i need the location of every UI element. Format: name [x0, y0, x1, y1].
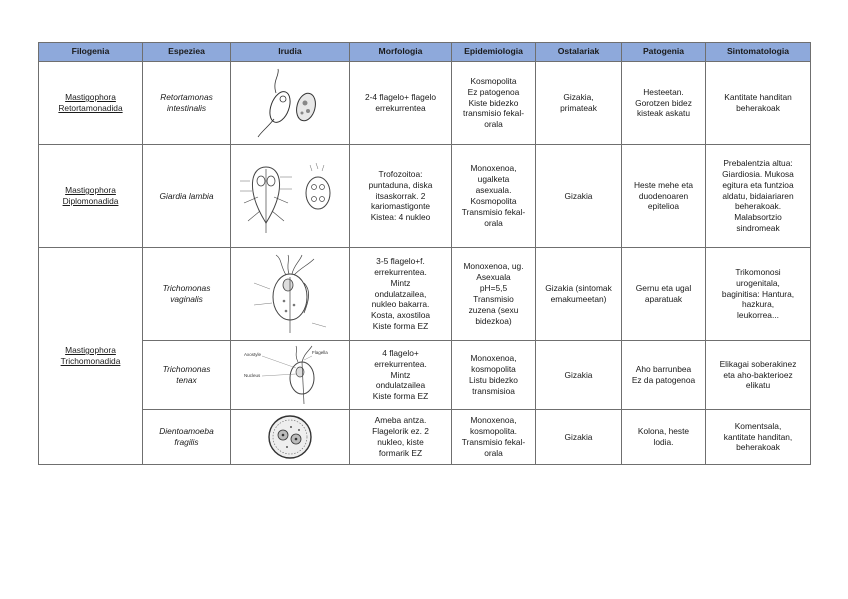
species-cell: Trichomonas tenax — [143, 341, 231, 410]
morphology-cell: 2-4 flagelo+ flagelo errekurrentea — [350, 62, 452, 145]
header-epidemiologia: Epidemiologia — [452, 43, 536, 62]
retortamonas-drawing — [250, 67, 330, 139]
hosts-cell: Gizakia, primateak — [536, 62, 622, 145]
epidemiology-cell: Monoxenoa, kosmopolita Listu bidezko transmisioa — [452, 341, 536, 410]
image-cell — [231, 145, 350, 248]
epidemiology-cell: Monoxenoa, ug. Asexuala pH=5,5 Transmisio zuzena (sexu bidezkoa) — [452, 248, 536, 341]
phylogeny-cell: Mastigophora Retortamonadida — [39, 62, 143, 145]
pathogenesis-cell: Aho barrunbea Ez da patogenoa — [622, 341, 706, 410]
symptoms-cell: Elikagai soberakinez eta aho-bakterioez elikatu — [706, 341, 811, 410]
symptoms-cell: Komentsala, kantitate handitan, beherakoak — [706, 410, 811, 465]
epidemiology-cell: Kosmopolita Ez patogenoa Kiste bidezko transmisio fekal- orala — [452, 62, 536, 145]
giardia-drawing — [236, 151, 344, 241]
pathogenesis-cell: Heste mehe eta duodenoaren epitelioa — [622, 145, 706, 248]
header-patogenia: Patogenia — [622, 43, 706, 62]
header-morfologia: Morfologia — [350, 43, 452, 62]
header-espeziea: Espeziea — [143, 43, 231, 62]
pathogenesis-cell: Hesteetan. Gorotzen bidez kisteak askatu — [622, 62, 706, 145]
species-cell: Dientoamoeba fragilis — [143, 410, 231, 465]
image-cell — [231, 341, 350, 410]
header-irudia: Irudia — [231, 43, 350, 62]
morphology-cell: Ameba antza. Flagelorik ez. 2 nukleo, kiste formarik EZ — [350, 410, 452, 465]
phylogeny-cell: Mastigophora Trichomonadida — [39, 248, 143, 465]
image-cell — [231, 410, 350, 465]
image-cell — [231, 62, 350, 145]
symptoms-cell: Trikomonosi urogenitala, baginitisa: Hantura, hazkura, leukorrea... — [706, 248, 811, 341]
tenax-label-flagella: Flagella — [312, 350, 328, 355]
epidemiology-cell: Monoxenoa, kosmopolita. Transmisio fekal- orala — [452, 410, 536, 465]
species-cell: Trichomonas vaginalis — [143, 248, 231, 341]
header-sintomatologia: Sintomatologia — [706, 43, 811, 62]
symptoms-cell: Kantitate handitan beherakoak — [706, 62, 811, 145]
table-row — [39, 248, 811, 341]
pathogenesis-cell: Gernu eta ugal aparatuak — [622, 248, 706, 341]
hosts-cell: Gizakia (sintomak emakumeetan) — [536, 248, 622, 341]
hosts-cell: Gizakia — [536, 410, 622, 465]
dientamoeba-drawing — [265, 413, 315, 461]
table-row — [39, 62, 811, 145]
species-cell: Giardia lambia — [143, 145, 231, 248]
trichomonas-tenax-drawing — [240, 344, 340, 406]
hosts-cell: Gizakia — [536, 341, 622, 410]
header-filogenia: Filogenia — [39, 43, 143, 62]
table-row — [39, 145, 811, 248]
phylogeny-cell: Mastigophora Diplomonadida — [39, 145, 143, 248]
protozoa-table — [38, 42, 811, 465]
epidemiology-cell: Monoxenoa, ugalketa asexuala. Kosmopolita Transmisio fekal- orala — [452, 145, 536, 248]
morphology-cell: Trofozoitoa: puntaduna, diska itsaskorrak. 2 kariomastigonte Kistea: 4 nukleo — [350, 145, 452, 248]
tenax-label-nucleus: Nucleus — [244, 373, 261, 378]
tenax-label-axostyle: Axostyle — [244, 352, 262, 357]
header-row — [39, 43, 811, 62]
pathogenesis-cell: Kolona, heste lodia. — [622, 410, 706, 465]
trichomonas-vaginalis-drawing — [246, 253, 334, 335]
morphology-cell: 4 flagelo+ errekurrentea. Mintz ondulatzailea Kiste forma EZ — [350, 341, 452, 410]
image-cell — [231, 248, 350, 341]
species-cell: Retortamonas intestinalis — [143, 62, 231, 145]
table-row — [39, 410, 811, 465]
morphology-cell: 3-5 flagelo+f. errekurrentea. Mintz ondulatzailea, nukleo bakarra. Kosta, axostiloa Kiste forma EZ — [350, 248, 452, 341]
header-ostalariak: Ostalariak — [536, 43, 622, 62]
table-row — [39, 341, 811, 410]
symptoms-cell: Prebalentzia altua: Giardiosia. Mukosa egitura eta funtzioa aldatu, bidaiariaren beherakoak. Malabsortzio sindromeak — [706, 145, 811, 248]
hosts-cell: Gizakia — [536, 145, 622, 248]
